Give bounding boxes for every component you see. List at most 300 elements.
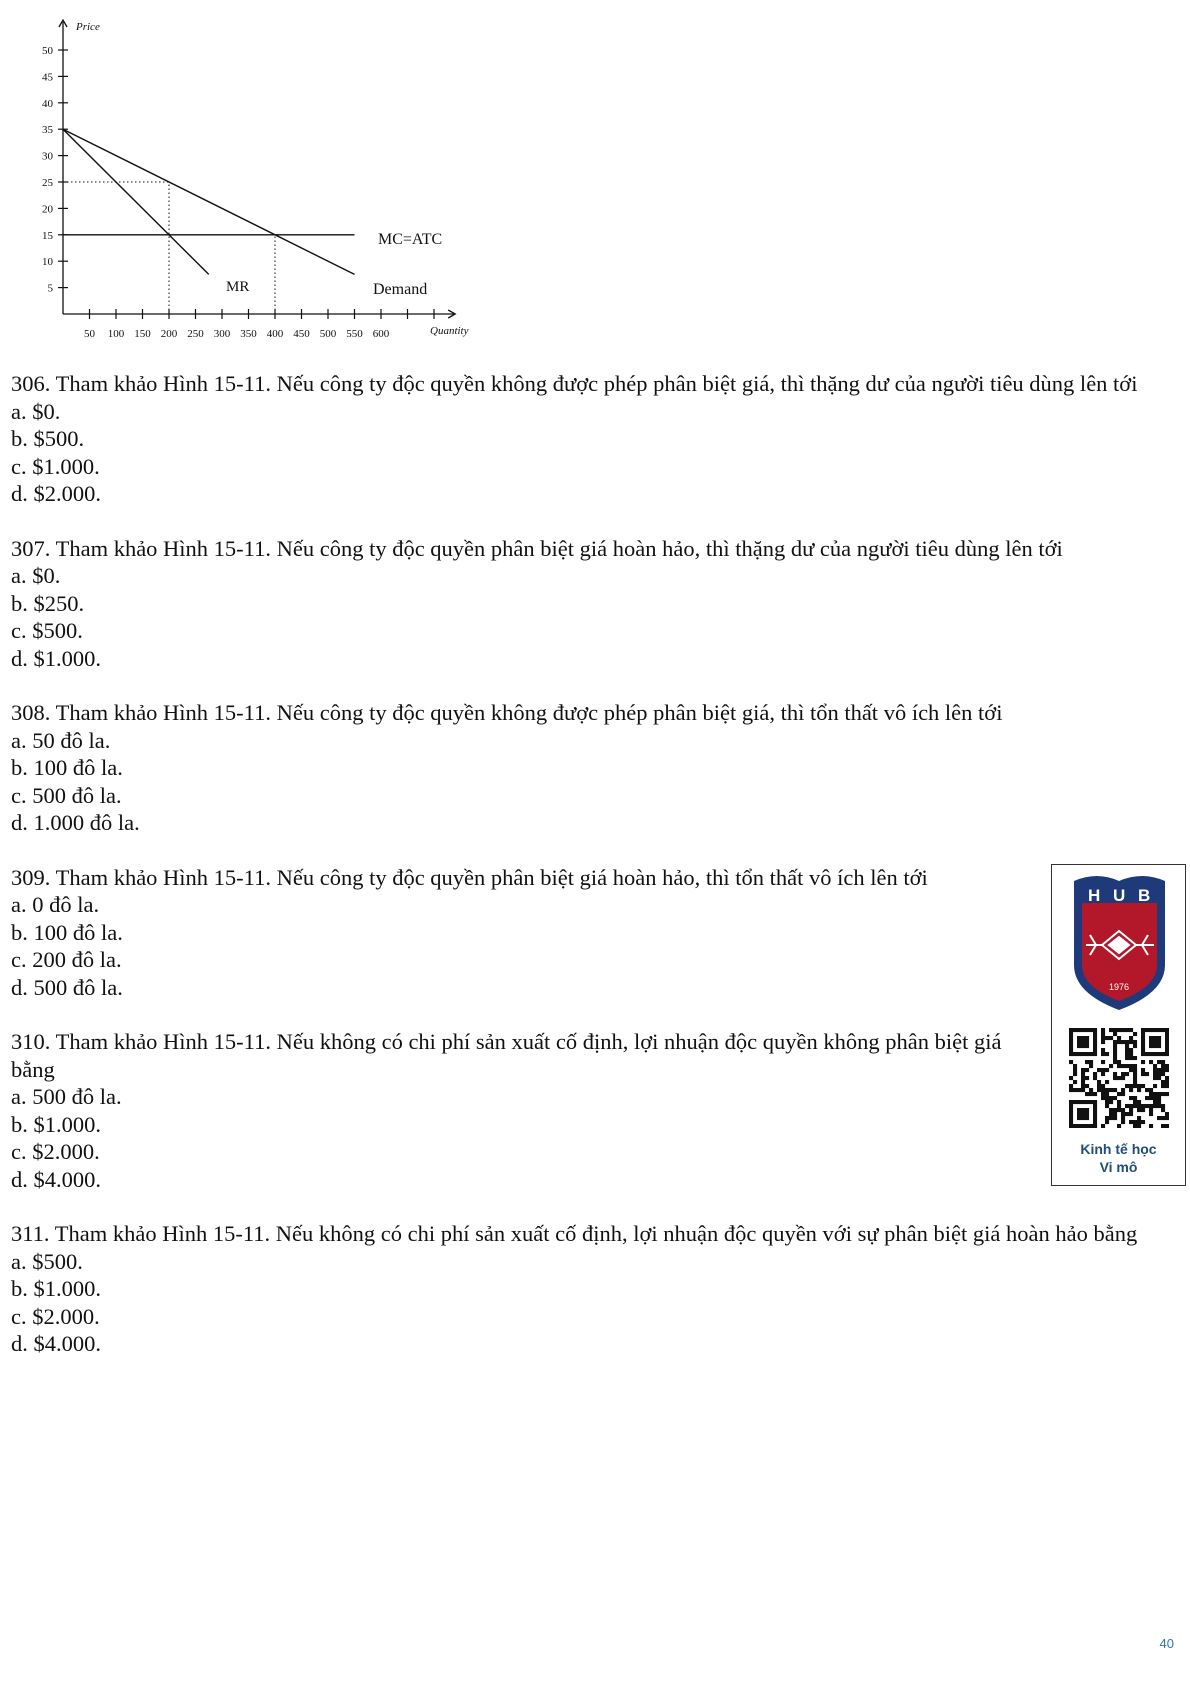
hub-badge bbox=[1051, 864, 1186, 1186]
qr-module bbox=[1129, 1120, 1133, 1124]
qr-module bbox=[1113, 1032, 1117, 1036]
qr-module bbox=[1165, 1032, 1169, 1036]
demand-label: Demand bbox=[373, 281, 428, 298]
qr-module bbox=[1109, 1036, 1113, 1040]
qr-module bbox=[1069, 1100, 1073, 1104]
qr-module bbox=[1073, 1124, 1077, 1128]
qr-module bbox=[1133, 1068, 1137, 1072]
qr-module bbox=[1085, 1116, 1089, 1120]
qr-module bbox=[1077, 1100, 1081, 1104]
qr-module bbox=[1093, 1108, 1097, 1112]
qr-module bbox=[1141, 1052, 1145, 1056]
qr-module bbox=[1165, 1068, 1169, 1072]
qr-module bbox=[1133, 1056, 1137, 1060]
qr-module bbox=[1129, 1056, 1133, 1060]
qr-module bbox=[1161, 1124, 1165, 1128]
qr-module bbox=[1113, 1040, 1117, 1044]
qr-module bbox=[1069, 1104, 1073, 1108]
qr-module bbox=[1149, 1112, 1153, 1116]
qr-module bbox=[1165, 1112, 1169, 1116]
qr-module bbox=[1161, 1064, 1165, 1068]
qr-module bbox=[1081, 1108, 1085, 1112]
option-a: a. $0. bbox=[11, 398, 61, 424]
qr-module bbox=[1101, 1048, 1105, 1052]
qr-module bbox=[1097, 1080, 1101, 1084]
option-d: d. 1.000 đô la. bbox=[11, 810, 140, 835]
qr-module bbox=[1073, 1100, 1077, 1104]
qr-module bbox=[1069, 1052, 1073, 1056]
qr-module bbox=[1125, 1044, 1129, 1048]
qr-module bbox=[1153, 1044, 1157, 1048]
qr-module bbox=[1085, 1076, 1089, 1080]
qr-module bbox=[1093, 1028, 1097, 1032]
y-tick-label: 45 bbox=[42, 71, 53, 84]
qr-module bbox=[1105, 1068, 1109, 1072]
qr-module bbox=[1077, 1108, 1081, 1112]
qr-module bbox=[1165, 1048, 1169, 1052]
qr-module bbox=[1129, 1040, 1133, 1044]
qr-module bbox=[1129, 1064, 1133, 1068]
qr-module bbox=[1141, 1108, 1145, 1112]
qr-module bbox=[1069, 1044, 1073, 1048]
option-c: c. 500 đô la. bbox=[11, 782, 122, 808]
qr-module bbox=[1117, 1108, 1121, 1112]
qr-module bbox=[1077, 1040, 1081, 1044]
qr-module bbox=[1141, 1040, 1145, 1044]
qr-module bbox=[1077, 1112, 1081, 1116]
series-line-demand bbox=[63, 129, 355, 274]
qr-module bbox=[1117, 1036, 1121, 1040]
question-text: 307. Tham khảo Hình 15-11. Nếu công ty độc quyền phân biệt giá hoàn hảo, thì thặng dư của người tiêu dùng lên tới bbox=[11, 535, 1063, 561]
option-b: b. 100 đô la. bbox=[11, 919, 123, 945]
qr-module bbox=[1081, 1028, 1085, 1032]
qr-module bbox=[1133, 1124, 1137, 1128]
qr-module bbox=[1141, 1084, 1145, 1088]
qr-module bbox=[1109, 1108, 1113, 1112]
qr-module bbox=[1157, 1028, 1161, 1032]
qr-module bbox=[1101, 1096, 1105, 1100]
qr-module bbox=[1129, 1088, 1133, 1092]
qr-module bbox=[1069, 1124, 1073, 1128]
qr-module bbox=[1109, 1116, 1113, 1120]
qr-module bbox=[1109, 1112, 1113, 1116]
qr-module bbox=[1093, 1048, 1097, 1052]
qr-module bbox=[1081, 1052, 1085, 1056]
qr-module bbox=[1085, 1124, 1089, 1128]
qr-module bbox=[1081, 1116, 1085, 1120]
qr-module bbox=[1145, 1028, 1149, 1032]
qr-module bbox=[1157, 1060, 1161, 1064]
qr-module bbox=[1145, 1052, 1149, 1056]
y-tick-label: 30 bbox=[42, 150, 53, 163]
qr-module bbox=[1073, 1072, 1077, 1076]
qr-module bbox=[1117, 1040, 1121, 1044]
qr-module bbox=[1069, 1060, 1073, 1064]
qr-module bbox=[1157, 1072, 1161, 1076]
option-b: b. $1.000. bbox=[11, 1276, 101, 1301]
qr-module bbox=[1069, 1108, 1073, 1112]
x-tick-label: 450 bbox=[293, 328, 310, 340]
qr-module bbox=[1121, 1040, 1125, 1044]
y-tick-label: 5 bbox=[47, 282, 53, 295]
qr-module bbox=[1157, 1092, 1161, 1096]
qr-module bbox=[1137, 1104, 1141, 1108]
qr-module bbox=[1077, 1044, 1081, 1048]
qr-module bbox=[1093, 1124, 1097, 1128]
qr-module bbox=[1129, 1108, 1133, 1112]
qr-module bbox=[1081, 1040, 1085, 1044]
qr-module bbox=[1133, 1072, 1137, 1076]
qr-module bbox=[1089, 1100, 1093, 1104]
page-number: 40 bbox=[1159, 1636, 1174, 1651]
x-tick-label: 400 bbox=[266, 328, 284, 340]
qr-module bbox=[1101, 1072, 1105, 1076]
qr-module bbox=[1093, 1092, 1097, 1096]
qr-module bbox=[1165, 1044, 1169, 1048]
qr-module bbox=[1081, 1068, 1085, 1072]
qr-module bbox=[1153, 1052, 1157, 1056]
qr-module bbox=[1069, 1028, 1073, 1032]
qr-module bbox=[1105, 1052, 1109, 1056]
qr-module bbox=[1149, 1096, 1153, 1100]
qr-module bbox=[1073, 1080, 1077, 1084]
qr-module bbox=[1113, 1116, 1117, 1120]
logo-letter-h: H bbox=[1088, 886, 1101, 905]
qr-module bbox=[1089, 1092, 1093, 1096]
qr-module bbox=[1105, 1080, 1109, 1084]
qr-module bbox=[1149, 1044, 1153, 1048]
qr-module bbox=[1113, 1048, 1117, 1052]
qr-module bbox=[1141, 1104, 1145, 1108]
question-text: 308. Tham khảo Hình 15-11. Nếu công ty độc quyền không được phép phân biệt giá, thì tổn thất vô ích lên tới bbox=[11, 700, 1003, 725]
qr-module bbox=[1113, 1028, 1117, 1032]
qr-module bbox=[1105, 1088, 1109, 1092]
qr-module bbox=[1085, 1068, 1089, 1072]
qr-module bbox=[1109, 1028, 1113, 1032]
qr-module bbox=[1117, 1076, 1121, 1080]
qr-module bbox=[1153, 1092, 1157, 1096]
qr-module bbox=[1149, 1052, 1153, 1056]
qr-module bbox=[1129, 1052, 1133, 1056]
option-a: a. $500. bbox=[11, 1248, 83, 1274]
qr-module bbox=[1085, 1060, 1089, 1064]
question-text: 310. Tham khảo Hình 15-11. Nếu không có chi phí sản xuất cố định, lợi nhuận độc quyền không phân biệt giá bằng bbox=[11, 1029, 1002, 1082]
qr-module bbox=[1097, 1084, 1101, 1088]
qr-module bbox=[1113, 1096, 1117, 1100]
qr-module bbox=[1125, 1028, 1129, 1032]
qr-module bbox=[1165, 1064, 1169, 1068]
qr-module bbox=[1157, 1052, 1161, 1056]
qr-module bbox=[1161, 1092, 1165, 1096]
qr-module bbox=[1141, 1060, 1145, 1064]
qr-module bbox=[1117, 1028, 1121, 1032]
qr-module bbox=[1165, 1084, 1169, 1088]
qr-module bbox=[1161, 1116, 1165, 1120]
monopoly-price-quantity-chart bbox=[20, 8, 500, 348]
qr-module bbox=[1149, 1088, 1153, 1092]
qr-module bbox=[1161, 1028, 1165, 1032]
question-310 bbox=[11, 1028, 1031, 1193]
qr-module bbox=[1069, 1032, 1073, 1036]
qr-module bbox=[1165, 1040, 1169, 1044]
x-tick-label: 300 bbox=[213, 328, 231, 340]
qr-module bbox=[1145, 1088, 1149, 1092]
qr-module bbox=[1077, 1028, 1081, 1032]
qr-module bbox=[1073, 1064, 1077, 1068]
qr-module bbox=[1109, 1096, 1113, 1100]
qr-module bbox=[1133, 1100, 1137, 1104]
qr-module bbox=[1125, 1104, 1129, 1108]
qr-module bbox=[1085, 1036, 1089, 1040]
logo-year: 1976 bbox=[1108, 982, 1130, 992]
qr-module bbox=[1069, 1076, 1073, 1080]
question-text: 306. Tham khảo Hình 15-11. Nếu công ty độc quyền không được phép phân biệt giá, thì thặng dư của người tiêu dùng lên tới bbox=[11, 371, 1138, 396]
qr-module bbox=[1093, 1044, 1097, 1048]
qr-module bbox=[1161, 1104, 1165, 1108]
qr-module bbox=[1133, 1040, 1137, 1044]
qr-module bbox=[1085, 1084, 1089, 1088]
qr-module bbox=[1101, 1052, 1105, 1056]
x-tick-label: 500 bbox=[319, 328, 337, 340]
qr-module bbox=[1157, 1068, 1161, 1072]
qr-module bbox=[1153, 1100, 1157, 1104]
qr-module bbox=[1153, 1072, 1157, 1076]
qr-module bbox=[1157, 1040, 1161, 1044]
option-a: a. 500 đô la. bbox=[11, 1084, 122, 1109]
qr-module bbox=[1149, 1036, 1153, 1040]
qr-module bbox=[1133, 1104, 1137, 1108]
qr-module bbox=[1081, 1112, 1085, 1116]
qr-module bbox=[1097, 1068, 1101, 1072]
qr-module bbox=[1165, 1052, 1169, 1056]
qr-module bbox=[1157, 1104, 1161, 1108]
qr-module bbox=[1145, 1104, 1149, 1108]
qr-module bbox=[1113, 1076, 1117, 1080]
qr-module bbox=[1165, 1076, 1169, 1080]
qr-module bbox=[1129, 1068, 1133, 1072]
y-tick-label: 20 bbox=[42, 203, 53, 216]
option-d: d. $1.000. bbox=[11, 645, 101, 671]
qr-module bbox=[1085, 1108, 1089, 1112]
qr-module bbox=[1101, 1032, 1105, 1036]
qr-module bbox=[1141, 1072, 1145, 1076]
qr-module bbox=[1165, 1092, 1169, 1096]
option-d: d. 500 đô la. bbox=[11, 974, 123, 1000]
qr-module bbox=[1161, 1068, 1165, 1072]
qr-module bbox=[1141, 1048, 1145, 1052]
qr-module bbox=[1093, 1032, 1097, 1036]
qr-module bbox=[1153, 1064, 1157, 1068]
option-a: a. 0 đô la. bbox=[11, 892, 100, 917]
qr-module bbox=[1121, 1076, 1125, 1080]
qr-module bbox=[1161, 1108, 1165, 1112]
qr-module bbox=[1153, 1096, 1157, 1100]
qr-module bbox=[1089, 1028, 1093, 1032]
qr-module bbox=[1089, 1052, 1093, 1056]
qr-module bbox=[1133, 1120, 1137, 1124]
qr-module bbox=[1081, 1036, 1085, 1040]
qr-module bbox=[1121, 1112, 1125, 1116]
qr-module bbox=[1073, 1052, 1077, 1056]
option-b: b. $500. bbox=[11, 426, 85, 451]
qr-module bbox=[1101, 1028, 1105, 1032]
qr-module bbox=[1117, 1124, 1121, 1128]
qr-module bbox=[1153, 1104, 1157, 1108]
qr-module bbox=[1093, 1072, 1097, 1076]
qr-module bbox=[1077, 1052, 1081, 1056]
qr-module bbox=[1129, 1084, 1133, 1088]
qr-module bbox=[1129, 1036, 1133, 1040]
qr-module bbox=[1109, 1100, 1113, 1104]
y-tick-label: 40 bbox=[42, 97, 53, 110]
qr-module bbox=[1121, 1120, 1125, 1124]
qr-module bbox=[1105, 1116, 1109, 1120]
qr-module bbox=[1105, 1120, 1109, 1124]
qr-module bbox=[1153, 1028, 1157, 1032]
option-b: b. 100 đô la. bbox=[11, 755, 123, 780]
qr-module bbox=[1073, 1028, 1077, 1032]
qr-module bbox=[1069, 1120, 1073, 1124]
mr-label: MR bbox=[226, 279, 250, 295]
qr-module bbox=[1113, 1112, 1117, 1116]
qr-module bbox=[1133, 1076, 1137, 1080]
qr-module bbox=[1161, 1084, 1165, 1088]
question-text: 311. Tham khảo Hình 15-11. Nếu không có chi phí sản xuất cố định, lợi nhuận độc quyền với sự phân biệt giá hoàn hảo bằng bbox=[11, 1221, 1138, 1246]
qr-module bbox=[1149, 1060, 1153, 1064]
qr-module bbox=[1073, 1088, 1077, 1092]
qr-module bbox=[1093, 1112, 1097, 1116]
qr-module bbox=[1125, 1052, 1129, 1056]
chart-series bbox=[63, 129, 355, 274]
series-line-mr bbox=[63, 129, 209, 274]
qr-module bbox=[1125, 1112, 1129, 1116]
y-tick-label: 25 bbox=[42, 177, 53, 189]
x-tick-label: 250 bbox=[187, 328, 204, 340]
qr-module bbox=[1085, 1040, 1089, 1044]
qr-module bbox=[1129, 1028, 1133, 1032]
x-tick-label: 350 bbox=[240, 328, 257, 340]
qr-module bbox=[1129, 1096, 1133, 1100]
qr-module bbox=[1157, 1100, 1161, 1104]
qr-module bbox=[1117, 1100, 1121, 1104]
qr-module bbox=[1133, 1032, 1137, 1036]
logo-letter-b: B bbox=[1138, 886, 1151, 905]
qr-module bbox=[1089, 1060, 1093, 1064]
qr-module bbox=[1165, 1080, 1169, 1084]
qr-module bbox=[1165, 1036, 1169, 1040]
question-text: 309. Tham khảo Hình 15-11. Nếu công ty độc quyền phân biệt giá hoàn hảo, thì tổn thất vô ích lên tới bbox=[11, 864, 928, 890]
badge-caption-line2: Vi mô bbox=[1099, 1159, 1138, 1175]
qr-module bbox=[1153, 1036, 1157, 1040]
qr-module bbox=[1133, 1044, 1137, 1048]
qr-module bbox=[1081, 1080, 1085, 1084]
qr-module bbox=[1113, 1088, 1117, 1092]
qr-module bbox=[1121, 1108, 1125, 1112]
qr-module bbox=[1157, 1044, 1161, 1048]
qr-module bbox=[1113, 1052, 1117, 1056]
y-tick-label: 50 bbox=[42, 45, 53, 57]
qr-module bbox=[1109, 1064, 1113, 1068]
qr-module bbox=[1117, 1064, 1121, 1068]
qr-module bbox=[1069, 1048, 1073, 1052]
qr-module bbox=[1125, 1064, 1129, 1068]
option-a: a. $0. bbox=[11, 563, 61, 588]
qr-module bbox=[1093, 1116, 1097, 1120]
qr-module bbox=[1161, 1052, 1165, 1056]
y-tick-label: 10 bbox=[42, 256, 53, 269]
option-b: b. $250. bbox=[11, 590, 85, 616]
qr-module bbox=[1157, 1076, 1161, 1080]
qr-module bbox=[1077, 1116, 1081, 1120]
option-b: b. $1.000. bbox=[11, 1111, 101, 1137]
qr-module bbox=[1149, 1028, 1153, 1032]
qr-module bbox=[1113, 1072, 1117, 1076]
qr-module bbox=[1069, 1036, 1073, 1040]
qr-module bbox=[1093, 1104, 1097, 1108]
qr-module bbox=[1069, 1116, 1073, 1120]
qr-module bbox=[1129, 1104, 1133, 1108]
qr-module bbox=[1125, 1056, 1129, 1060]
qr-module bbox=[1121, 1064, 1125, 1068]
qr-module bbox=[1117, 1060, 1121, 1064]
qr-module bbox=[1157, 1096, 1161, 1100]
option-d: d. $2.000. bbox=[11, 481, 101, 506]
qr-module bbox=[1141, 1036, 1145, 1040]
qr-module bbox=[1069, 1040, 1073, 1044]
qr-module bbox=[1133, 1064, 1137, 1068]
question-309 bbox=[11, 864, 1031, 1002]
qr-module bbox=[1101, 1060, 1105, 1064]
question-307 bbox=[11, 535, 1161, 673]
option-c: c. $2.000. bbox=[11, 1139, 100, 1164]
qr-module bbox=[1085, 1052, 1089, 1056]
y-axis-label: Price bbox=[76, 21, 100, 33]
qr-module bbox=[1077, 1088, 1081, 1092]
qr-module bbox=[1109, 1088, 1113, 1092]
qr-module bbox=[1157, 1116, 1161, 1120]
qr-module bbox=[1101, 1040, 1105, 1044]
qr-module bbox=[1101, 1036, 1105, 1040]
option-d: d. $4.000. bbox=[11, 1166, 101, 1192]
y-axis-ticks bbox=[42, 45, 68, 295]
question-list bbox=[11, 370, 1161, 1385]
qr-module bbox=[1093, 1040, 1097, 1044]
qr-module bbox=[1081, 1076, 1085, 1080]
qr-module bbox=[1161, 1060, 1165, 1064]
qr-module bbox=[1141, 1028, 1145, 1032]
qr-module bbox=[1089, 1124, 1093, 1128]
option-a: a. 50 đô la. bbox=[11, 727, 111, 753]
qr-module bbox=[1157, 1036, 1161, 1040]
qr-module bbox=[1113, 1044, 1117, 1048]
qr-module bbox=[1121, 1028, 1125, 1032]
option-c: c. $2.000. bbox=[11, 1303, 100, 1329]
qr-module bbox=[1093, 1076, 1097, 1080]
option-c: c. $1.000. bbox=[11, 453, 100, 479]
qr-module bbox=[1069, 1112, 1073, 1116]
qr-module bbox=[1145, 1072, 1149, 1076]
qr-module bbox=[1121, 1072, 1125, 1076]
qr-module bbox=[1121, 1116, 1125, 1120]
qr-module bbox=[1149, 1040, 1153, 1044]
qr-module bbox=[1093, 1100, 1097, 1104]
qr-module bbox=[1125, 1084, 1129, 1088]
qr-module bbox=[1153, 1068, 1157, 1072]
x-tick-label: 50 bbox=[84, 328, 95, 340]
qr-module bbox=[1081, 1100, 1085, 1104]
qr-module bbox=[1117, 1092, 1121, 1096]
qr-module bbox=[1081, 1072, 1085, 1076]
